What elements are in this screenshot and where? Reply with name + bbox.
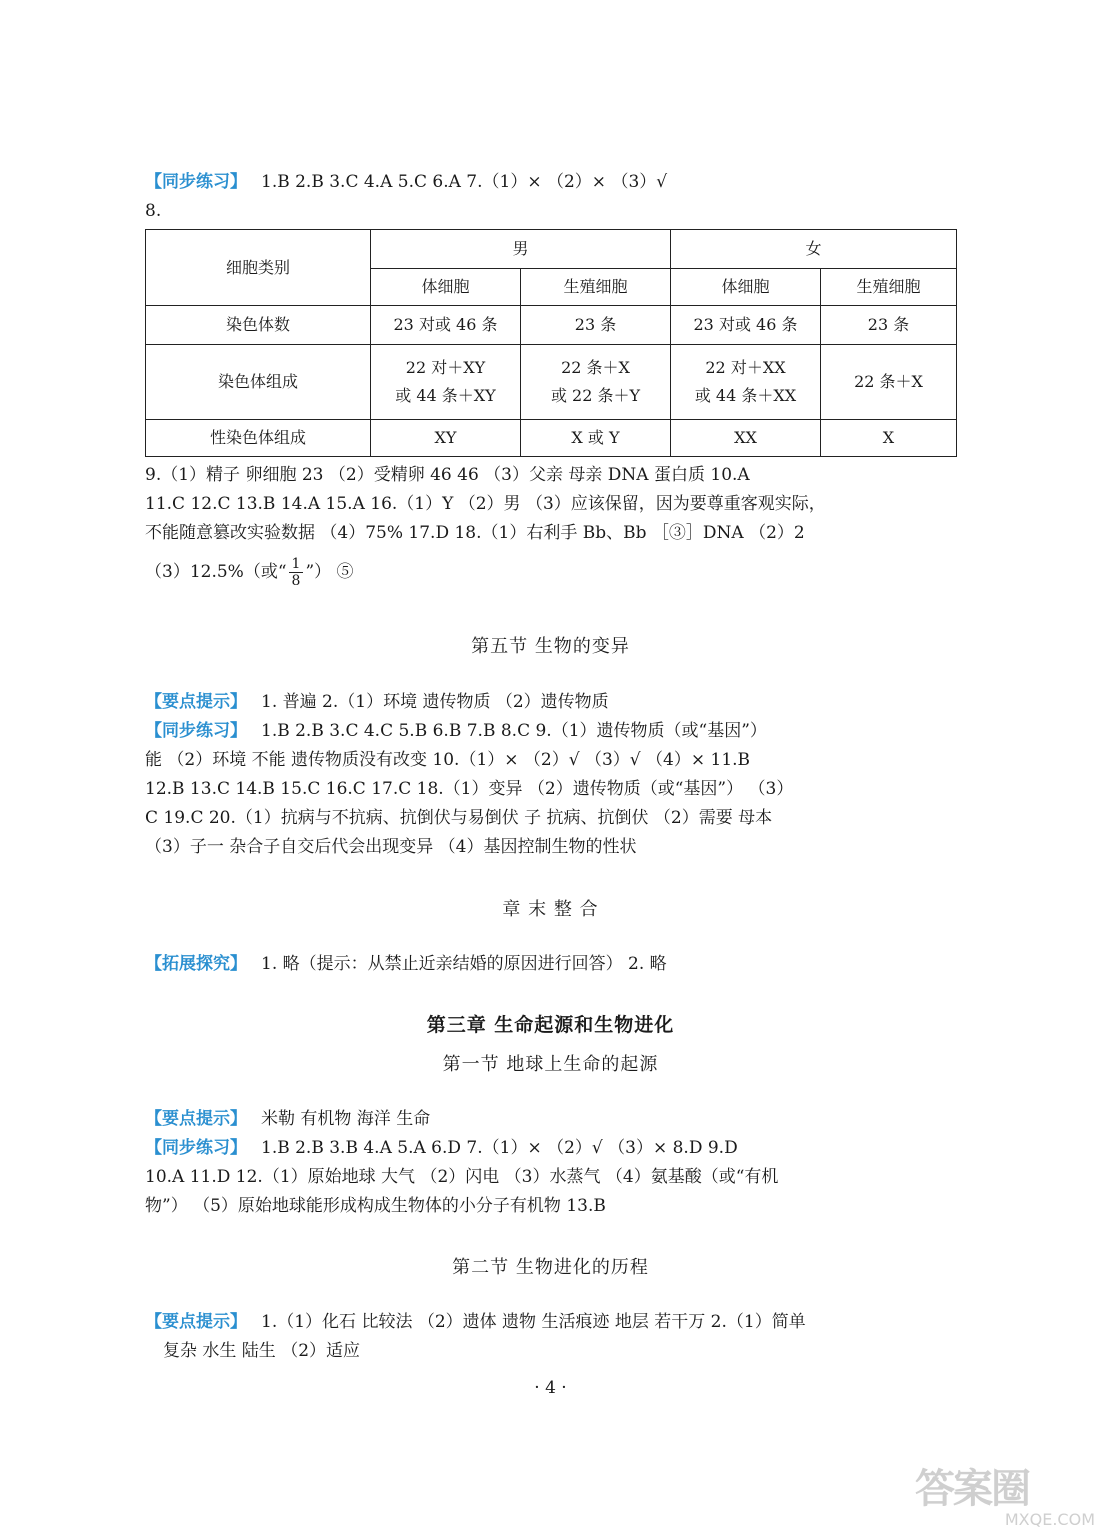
table-header-cell: 生殖细胞 bbox=[521, 269, 671, 306]
answer-line bbox=[145, 748, 750, 772]
table-cell: XY bbox=[371, 420, 521, 457]
table-header-cell-female: 女 bbox=[671, 230, 957, 269]
watermark-text: 答案圈 bbox=[915, 1466, 1029, 1512]
answer-line bbox=[145, 170, 667, 194]
fraction-denominator: 8 bbox=[291, 573, 301, 589]
table-cell: 23 条 bbox=[821, 306, 957, 345]
fraction bbox=[289, 556, 304, 589]
table-row-label: 染色体数 bbox=[146, 306, 371, 345]
table-cell bbox=[371, 345, 521, 420]
answer-line bbox=[145, 835, 636, 859]
answer-text: C 19.C 20.（1）抗病与不抗病、抗倒伏与易倒伏 子 抗病、抗倒伏 （2）需要 母本 bbox=[145, 808, 773, 828]
answer-text: 9.（1）精子 卵细胞 23 （2）受精卵 46 46 （3）父亲 母亲 DNA 蛋白质 10.A bbox=[145, 465, 750, 485]
table-cell: X bbox=[821, 420, 957, 457]
table-header-cell: 生殖细胞 bbox=[821, 269, 957, 306]
watermark-logo bbox=[915, 1468, 1095, 1528]
section-heading: 第一节 地球上生命的起源 bbox=[442, 1054, 659, 1075]
section-tag: 【要点提示】 bbox=[145, 692, 247, 712]
section-tag: 【拓展探究】 bbox=[145, 954, 247, 974]
table-cell-line: 或 22 条＋Y bbox=[550, 386, 641, 405]
table-header-cell: 体细胞 bbox=[671, 269, 821, 306]
table-row-label: 性染色体组成 bbox=[146, 420, 371, 457]
table-row bbox=[146, 420, 957, 457]
answer-text: 能 （2）环境 不能 遗传物质没有改变 10.（1）× （2）√ （3）√ （4）× 11.B bbox=[145, 750, 751, 770]
section-tag: 【同步练习】 bbox=[145, 172, 247, 192]
table-cell-line: 22 对＋XY bbox=[405, 358, 486, 377]
chapter-title: 第三章 生命起源和生物进化 bbox=[426, 1014, 675, 1036]
answer-text: 1.B 2.B 3.C 4.A 5.C 6.A 7.（1）× （2）× （3）√ bbox=[261, 172, 668, 192]
table-cell-line: 或 44 条＋XX bbox=[694, 386, 797, 405]
answer-line bbox=[145, 521, 805, 545]
answer-text: 12.B 13.C 14.B 15.C 16.C 17.C 18.（1）变异 （2）遗传物质（或“基因”） （3） bbox=[145, 779, 794, 799]
table-cell: XX bbox=[671, 420, 821, 457]
table-header-cell: 体细胞 bbox=[371, 269, 521, 306]
table-header-cell-type: 细胞类别 bbox=[146, 230, 371, 306]
answer-text: 1.B 2.B 3.B 4.A 5.A 6.D 7.（1）× （2）√ （3）× 8.D 9.D bbox=[261, 1138, 738, 1158]
section-heading: 第五节 生物的变异 bbox=[471, 636, 630, 657]
table-cell-line: 或 44 条＋XY bbox=[395, 386, 496, 405]
answer-line bbox=[145, 492, 826, 516]
table-cell: 22 条＋X bbox=[821, 345, 957, 420]
table-cell: 23 条 bbox=[521, 306, 671, 345]
answer-text: 不能随意篡改实验数据 （4）75% 17.D 18.（1）右利手 Bb、Bb ［③］DNA （2）2 bbox=[145, 523, 805, 543]
table-cell-line: 22 条＋X bbox=[561, 358, 630, 377]
section-heading: 章 末 整 合 bbox=[502, 899, 599, 920]
answer-line bbox=[145, 719, 767, 743]
answer-line bbox=[145, 952, 667, 976]
section-tag: 【同步练习】 bbox=[145, 721, 247, 741]
answer-line bbox=[145, 556, 354, 589]
answer-text: 复杂 水生 陆生 （2）适应 bbox=[163, 1341, 361, 1361]
chromosome-table bbox=[145, 229, 957, 457]
table-cell-line: 22 对＋XX bbox=[705, 358, 786, 377]
section-tag: 【同步练习】 bbox=[145, 1138, 247, 1158]
answer-line bbox=[145, 1107, 430, 1131]
page-number: · 4 · bbox=[534, 1378, 567, 1398]
table-cell bbox=[521, 345, 671, 420]
answer-line bbox=[145, 806, 772, 830]
answer-line bbox=[145, 1310, 806, 1334]
answer-text: 11.C 12.C 13.B 14.A 15.A 16.（1）Y （2）男 （3）应该保留，因为要尊重客观实际， bbox=[145, 494, 826, 514]
answer-text: 1.（1）化石 比较法 （2）遗体 遗物 生活痕迹 地层 若干万 2.（1）简单 bbox=[261, 1312, 806, 1332]
table-row bbox=[146, 345, 957, 420]
answer-line bbox=[145, 1136, 738, 1160]
answer-text: 1.B 2.B 3.C 4.C 5.B 6.B 7.B 8.C 9.（1）遗传物质（或“基因”） bbox=[261, 721, 767, 741]
answer-line bbox=[145, 199, 161, 223]
section-tag: 【要点提示】 bbox=[145, 1312, 247, 1332]
answer-text: 1. 略（提示：从禁止近亲结婚的原因进行回答） 2. 略 bbox=[261, 954, 667, 974]
section-heading: 第二节 生物进化的历程 bbox=[452, 1257, 649, 1278]
answer-text: 物”） （5）原始地球能形成构成生物体的小分子有机物 13.B bbox=[145, 1196, 606, 1216]
answer-text: （3）子一 杂合子自交后代会出现变异 （4）基因控制生物的性状 bbox=[145, 837, 637, 857]
answer-line bbox=[145, 690, 609, 714]
answer-text: 8. bbox=[145, 201, 162, 221]
answer-line bbox=[145, 1194, 606, 1218]
answer-text: 1. 普遍 2.（1）环境 遗传物质 （2）遗传物质 bbox=[261, 692, 609, 712]
answer-text: 10.A 11.D 12.（1）原始地球 大气 （2）闪电 （3）水蒸气 （4）氨基酸（或“有机 bbox=[145, 1167, 779, 1187]
answer-line bbox=[145, 1165, 778, 1189]
answer-line bbox=[145, 777, 793, 801]
answer-text: （3）12.5%（或“ bbox=[145, 562, 287, 582]
table-row bbox=[146, 306, 957, 345]
answer-text: ”） ⑤ bbox=[305, 562, 354, 582]
table-cell bbox=[671, 345, 821, 420]
answer-line bbox=[145, 463, 750, 487]
table-cell: 23 对或 46 条 bbox=[371, 306, 521, 345]
answer-line bbox=[163, 1339, 360, 1363]
section-tag: 【要点提示】 bbox=[145, 1109, 247, 1129]
watermark-url: MXQE.COM bbox=[1004, 1510, 1095, 1529]
fraction-numerator: 1 bbox=[289, 556, 304, 573]
table-row-label: 染色体组成 bbox=[146, 345, 371, 420]
answer-text: 米勒 有机物 海洋 生命 bbox=[261, 1109, 431, 1129]
table-cell: X 或 Y bbox=[521, 420, 671, 457]
table-cell: 23 对或 46 条 bbox=[671, 306, 821, 345]
table-header-cell-male: 男 bbox=[371, 230, 671, 269]
